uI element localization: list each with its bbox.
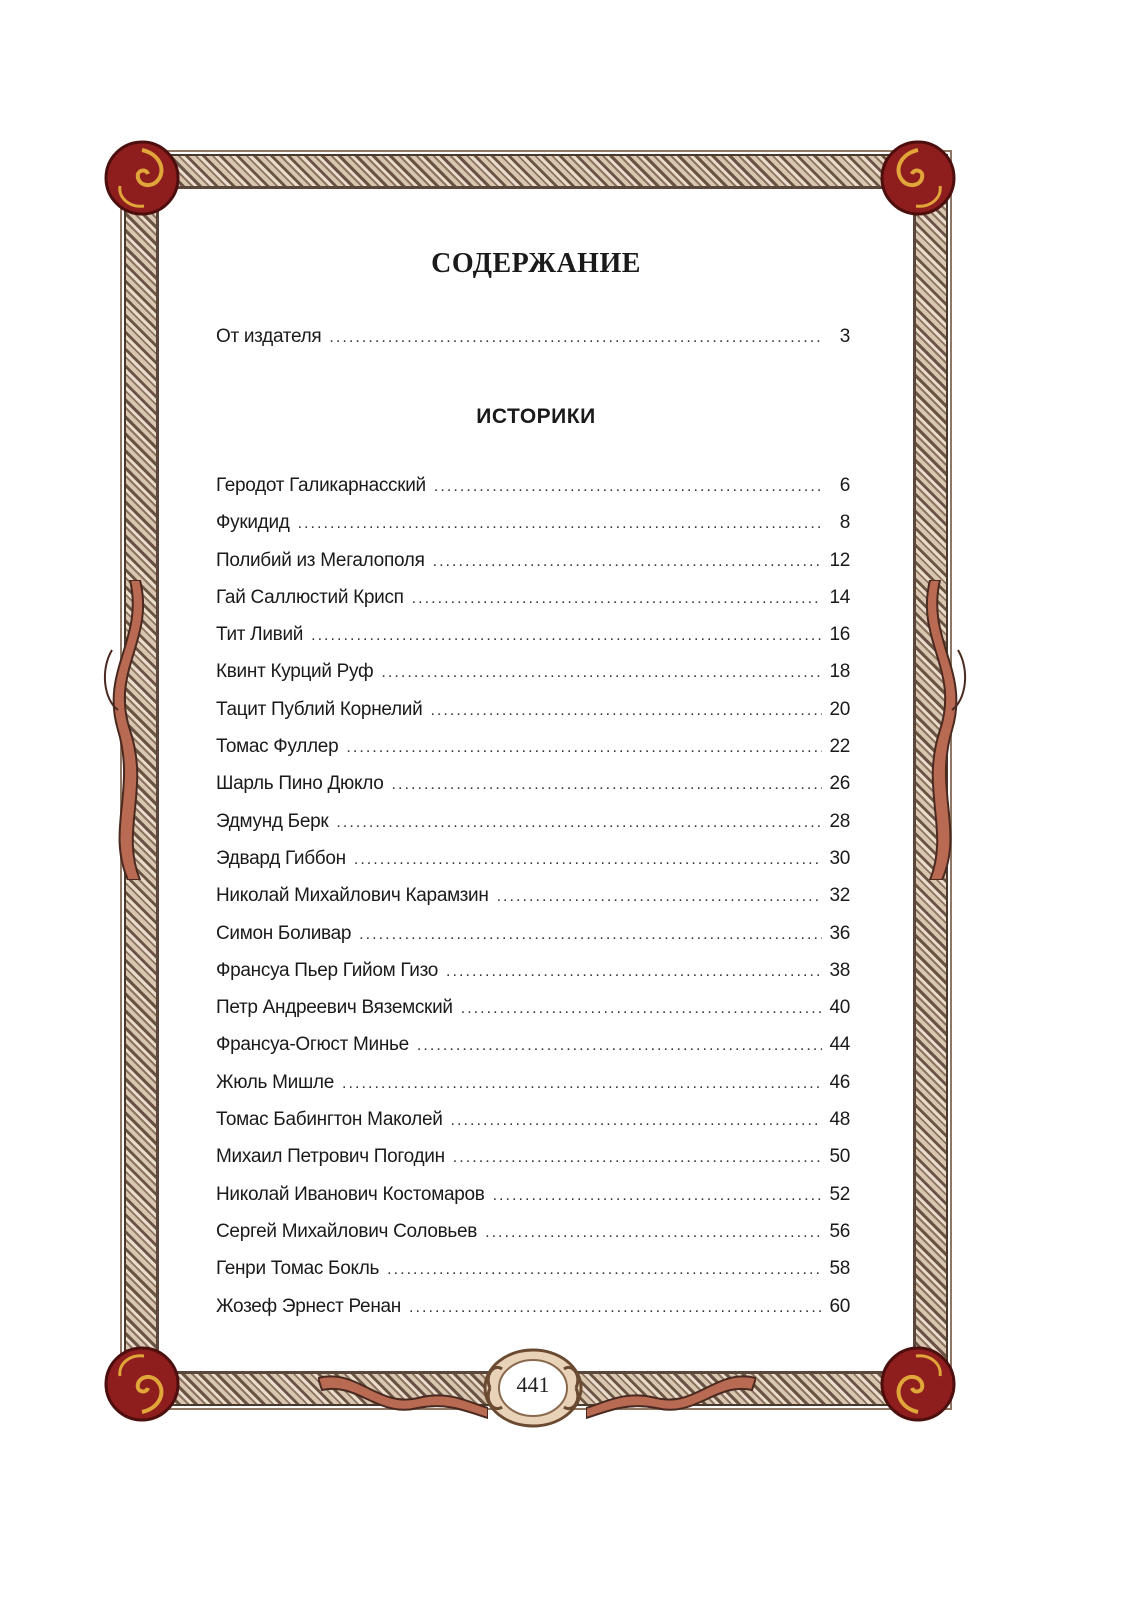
toc-entry-page: 8 [839, 512, 850, 534]
toc-entry[interactable] [216, 885, 850, 922]
toc-entry-name: Франсуа-Огюст Минье [216, 1034, 409, 1056]
toc-leader-dots [342, 1075, 822, 1093]
toc-leader-dots [354, 851, 822, 869]
toc-entry-name: Михаил Петрович Погодин [216, 1146, 445, 1168]
toc-entry-name: Тацит Публий Корнелий [216, 698, 423, 720]
ribbon-scroll-left-icon [100, 580, 160, 880]
toc-leader-dots [311, 627, 822, 645]
toc-entry-page: 50 [829, 1146, 850, 1168]
toc-entry-page: 52 [829, 1183, 850, 1205]
toc-entry-name: Эдмунд Берк [216, 810, 329, 832]
toc-entry-page: 18 [829, 661, 850, 683]
toc-entry-page: 48 [829, 1109, 850, 1131]
toc-entry-page: 38 [829, 959, 850, 981]
toc-entry-page: 28 [829, 810, 850, 832]
toc-entry-name: Франсуа Пьер Гийом Гизо [216, 959, 439, 981]
toc-leader-dots [387, 1261, 822, 1279]
ribbon-bottom-left-icon [318, 1368, 488, 1428]
toc-entry-name: Квинт Курций Руф [216, 661, 374, 683]
toc-entry[interactable] [216, 699, 850, 736]
toc-intro [216, 326, 850, 363]
toc-entry-page: 16 [829, 624, 850, 646]
toc-entry[interactable] [216, 960, 850, 997]
toc-entry[interactable] [216, 512, 850, 549]
toc-entry[interactable] [216, 923, 850, 960]
toc-entry-name: Геродот Галикарнасский [216, 475, 426, 496]
section-heading: ИСТОРИКИ [476, 405, 596, 428]
toc-entry[interactable] [216, 773, 850, 810]
toc-leader-dots [359, 926, 822, 944]
toc-leader-dots [412, 590, 822, 608]
rose-corner-bottom-left-icon [100, 1342, 184, 1426]
toc-entry-page: 12 [829, 549, 850, 571]
toc-leader-dots [346, 739, 822, 757]
toc-entry[interactable] [216, 624, 850, 661]
toc-entry[interactable] [216, 848, 850, 885]
toc-entry[interactable] [216, 1146, 850, 1183]
rose-corner-top-left-icon [100, 136, 184, 220]
toc-leader-dots [446, 963, 822, 981]
toc-leader-dots [485, 1224, 822, 1242]
toc-entry-name: Эдвард Гиббон [216, 847, 346, 869]
toc-leader-dots [433, 553, 822, 571]
toc-entry[interactable] [216, 1034, 850, 1071]
toc-entry-name: Томас Бабингтон Маколей [216, 1109, 443, 1131]
toc-entry-name: Петр Андреевич Вяземский [216, 997, 453, 1019]
toc-entry[interactable] [216, 475, 850, 512]
toc-entry-name: Симон Боливар [216, 922, 352, 944]
toc-entry-page: 3 [839, 326, 850, 347]
toc-entry-page: 58 [829, 1258, 850, 1280]
toc-leader-dots [329, 329, 822, 347]
toc-leader-dots [409, 1299, 822, 1317]
toc-entry-page: 36 [829, 922, 850, 944]
toc-entry-page: 20 [829, 698, 850, 720]
toc-entry-name: Фукидид [216, 512, 290, 534]
toc-entry-page: 22 [829, 736, 850, 758]
toc-leader-dots [453, 1149, 822, 1167]
toc-leader-dots [493, 1187, 822, 1205]
toc-entry[interactable] [216, 1072, 850, 1109]
toc-entry[interactable] [216, 811, 850, 848]
toc-entry-page: 44 [829, 1034, 850, 1056]
ribbon-bottom-right-icon [586, 1368, 756, 1428]
toc-leader-dots [391, 776, 822, 794]
toc-entry-name: Гай Саллюстий Крисп [216, 586, 404, 608]
toc-entry[interactable] [216, 736, 850, 773]
toc-leader-dots [461, 1000, 822, 1018]
toc-leader-dots [451, 1112, 822, 1130]
toc-entry[interactable] [216, 1221, 850, 1258]
toc-entry-name: От издателя [216, 326, 322, 347]
toc-entry-page: 56 [829, 1220, 850, 1242]
toc-entry[interactable] [216, 1109, 850, 1146]
toc-entry-page: 26 [829, 773, 850, 795]
toc-entry-name: Жозеф Эрнест Ренан [216, 1295, 401, 1317]
toc-entry-name: Шарль Пино Дюкло [216, 773, 384, 795]
page-number: 441 [516, 1372, 550, 1397]
toc-leader-dots [298, 515, 822, 533]
toc-entry[interactable] [216, 550, 850, 587]
toc-entry[interactable] [216, 1184, 850, 1221]
ribbon-scroll-right-icon [910, 580, 970, 880]
toc-entry-name: Сергей Михайлович Соловьев [216, 1220, 478, 1242]
toc-entry-page: 40 [829, 997, 850, 1019]
toc-entry-page: 32 [829, 885, 850, 907]
toc-leader-dots [336, 814, 822, 832]
rose-corner-bottom-right-icon [876, 1342, 960, 1426]
toc-entry-page: 46 [829, 1071, 850, 1093]
toc-entry-name: Жюль Мишле [216, 1071, 334, 1093]
rose-corner-top-right-icon [876, 136, 960, 220]
toc-entry[interactable] [216, 587, 850, 624]
toc-entry-name: Тит Ливий [216, 624, 304, 646]
toc-entry-name: Николай Михайлович Карамзин [216, 885, 489, 907]
toc-entry-name: Генри Томас Бокль [216, 1258, 380, 1280]
toc-leader-dots [497, 888, 822, 906]
toc-entry[interactable] [216, 997, 850, 1034]
toc-entry[interactable] [216, 326, 850, 363]
page-title: СОДЕРЖАНИЕ [431, 248, 641, 279]
toc-entry-page: 6 [839, 475, 850, 496]
toc-entry-page: 14 [829, 586, 850, 608]
toc-entry-name: Николай Иванович Костомаров [216, 1183, 485, 1205]
toc-entry-name: Томас Фуллер [216, 736, 339, 758]
toc-leader-dots [434, 478, 822, 496]
toc-entry[interactable] [216, 1296, 850, 1333]
toc-entry-page: 30 [829, 847, 850, 869]
toc-leader-dots [381, 664, 822, 682]
toc-entry[interactable] [216, 661, 850, 698]
toc-entry[interactable] [216, 1258, 850, 1295]
toc-entry-name: Полибий из Мегалополя [216, 549, 425, 571]
toc-leader-dots [417, 1037, 822, 1055]
toc-entry-page: 60 [829, 1295, 850, 1317]
toc-list [216, 475, 850, 1333]
toc-leader-dots [430, 702, 822, 720]
